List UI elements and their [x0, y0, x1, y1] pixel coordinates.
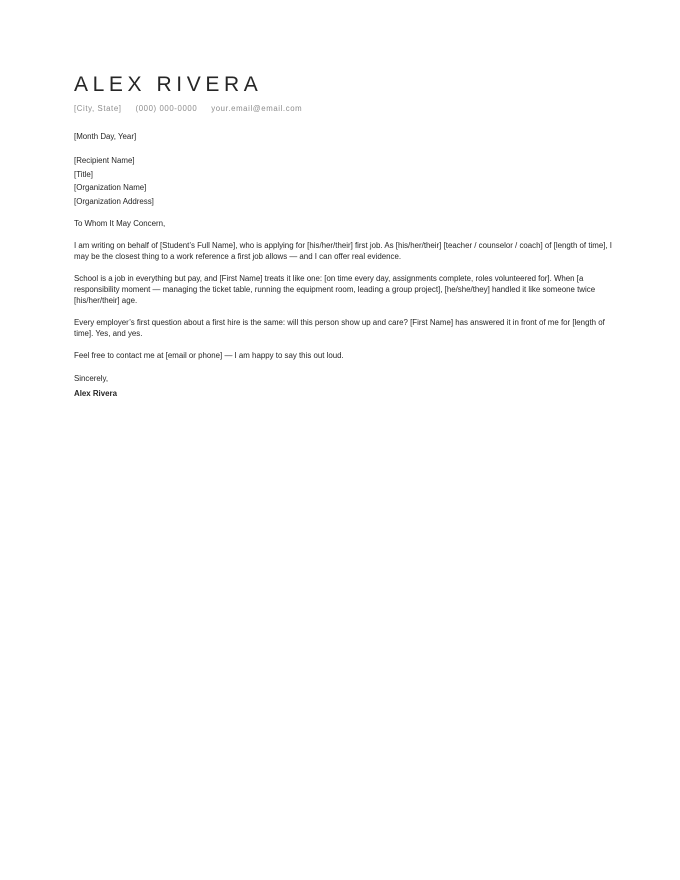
salutation: To Whom It May Concern,	[74, 219, 166, 228]
paragraph-endorsement: Every employer’s first question about a first hire is the same: will this person show up and care? [First Name] has answered it in front of me for [length of time]. Yes, and yes.	[74, 318, 605, 338]
recipient-name: [Recipient Name]	[74, 156, 135, 165]
recipient-organization: [Organization Name]	[74, 183, 147, 192]
paragraph-intro: I am writing on behalf of [Student’s Full Name], who is applying for [his/her/their] first job. As [his/her/their] [teacher / counselor / coach] of [length of time], I may be the closest thing to a work reference a first job allows — and I can offer real evidence.	[74, 241, 612, 261]
recipient-address: [Organization Address]	[74, 196, 154, 206]
contact-line	[74, 104, 614, 114]
recipient-title: [Title]	[74, 169, 93, 179]
closing: Sincerely,	[74, 374, 109, 383]
paragraph-evidence: School is a job in everything but pay, and [First Name] treats it like one: [on time every day, assignments complete, roles volunteered for]. When [a responsibility moment — managing the ticket table, running the equipment room, leading a group project], [he/she/they] handled it like someone twice [his/her/their] age.	[74, 274, 596, 305]
sender-email: your.email@email.com	[211, 104, 303, 113]
letter-page	[74, 72, 614, 399]
letter-date: [Month Day, Year]	[74, 132, 137, 141]
sender-city-state: [City, State]	[74, 104, 122, 113]
sender-phone: (000) 000-0000	[135, 104, 198, 113]
paragraph-contact: Feel free to contact me at [email or phone] — I am happy to say this out loud.	[74, 351, 344, 360]
sender-name: ALEX RIVERA	[74, 73, 263, 96]
signature: Alex Rivera	[74, 389, 117, 398]
recipient-block	[74, 154, 614, 208]
